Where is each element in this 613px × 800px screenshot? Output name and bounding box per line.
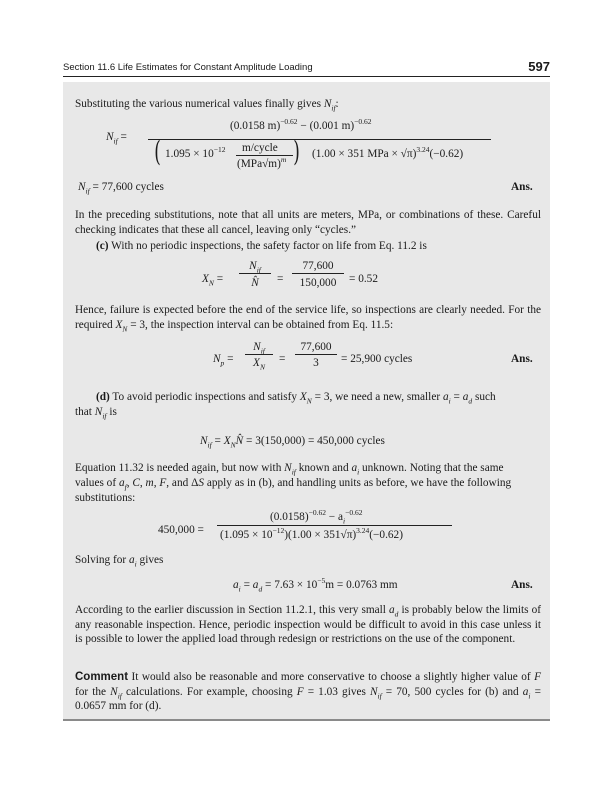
paragraph-comment: Comment It would also be reasonable and more conservative to choose a slightly higher value of F for the $N_{if}$ calculations. For example, choosing F = 1.03 gives $N_{if} = 70$, 500 cycles for (b) and $a_i = 0.0657$ mm for (d).	[75, 671, 542, 713]
answer-label-2: Ans.	[511, 353, 533, 365]
eq3-bar1	[245, 354, 273, 355]
page-number: 597	[528, 59, 550, 74]
eq2-bar1	[239, 273, 271, 274]
eq2-num1: $N_{if}$	[249, 260, 261, 275]
eq1-fraction-bar	[148, 139, 491, 140]
eq3-equals: =	[279, 353, 286, 365]
eq3-num2: 77,600	[300, 341, 332, 353]
paragraph-part-d: (d) To avoid periodic inspections and satisfy $X_N = 3$, we need a new, smaller $a_i = a_d$ such	[96, 391, 496, 406]
eq1-den-b: (1.00 × 351 MPa × √π)$^{3.24}$(−0.62)	[312, 145, 464, 160]
eq1-numerator: (0.0158 m)$^{-0.62}$ − (0.001 m)$^{-0.62}$	[230, 117, 372, 132]
eq6: $a_i = a_d = 7.63 \times 10^{-5}m = 0.0763$ mm	[233, 576, 398, 594]
eq3-num1: $N_{if}$	[253, 341, 265, 356]
section-title: Section 11.6 Life Estimates for Constant Amplitude Loading	[63, 62, 313, 73]
eq1-left-paren: (	[154, 135, 161, 168]
eq3-den2: 3	[313, 357, 319, 369]
eq4: $N_{if}$ = $X_NN̂ = 3(150,000) = 450,000$ cycles	[200, 435, 385, 450]
paragraph-solving: Solving for $a_i$ gives	[75, 554, 164, 569]
paragraph-part-c: (c) With no periodic inspections, the safety factor on life from Eq. 11.2 is	[96, 240, 427, 252]
eq2-den2: 150,000	[299, 277, 337, 289]
paragraph-eq-needed-3: substitutions:	[75, 492, 136, 504]
paragraph-intro: Substituting the various numerical values finally gives $N_{if}$:	[75, 98, 339, 113]
comment-label: Comment	[75, 671, 129, 683]
eq3-bar2	[295, 354, 337, 355]
paragraph-units: In the preceding substitutions, note that all units are meters, MPa, or combinations of these. Careful checking indicates that these all cancel, leaving only “cycles.”	[75, 209, 541, 236]
eq2-equals: =	[277, 273, 284, 285]
eq2-bar2	[292, 273, 344, 274]
answer-label-1: Ans.	[511, 181, 533, 193]
eq3-lhs: $N_p$ =	[213, 353, 234, 368]
eq1-den-a: $1.095 \times 10^{-12}$	[165, 145, 226, 160]
eq5-denominator: $(1.095 \times 10^{-12})(1.00 \times 351√\pi)^{3.24}(-0.62)$	[220, 526, 403, 541]
answer-label-3: Ans.	[511, 579, 533, 591]
eq1-lhs: $N_{if}$ =	[106, 131, 127, 146]
eq1-unit-denominator: $(MPa√m)^m$	[237, 155, 287, 170]
eq5-numerator: $(0.0158)^{-0.62} - a_i^{-0.62}$	[270, 508, 363, 526]
eq2-result: = 0.52	[349, 273, 378, 285]
paragraph-eq-needed-2: values of $a_f$, C, m, F, and ΔS apply as in (b), and handling units as before, we have the following	[75, 477, 512, 492]
eq3-result: = 25,900 cycles	[341, 353, 413, 365]
eq2-lhs: $X_N$ =	[202, 273, 224, 288]
eq3-den1: $X_N$	[253, 357, 265, 372]
header-rule	[63, 76, 550, 77]
eq1-right-paren: )	[293, 135, 300, 168]
eq5-lhs: 450,000 =	[158, 524, 204, 536]
eq2-den1: N̂	[251, 277, 259, 289]
eq2-num2: 77,600	[302, 260, 334, 272]
eq5-fraction-bar	[217, 525, 452, 526]
paragraph-discussion: According to the earlier discussion in Section 11.2.1, this very small $a_d$ is probably below the limits of any reasonable inspection. Hence, periodic inspection would be difficult to avoid in this case unless it is possible to lower the applied load through redesign or restrictions on the use of the component.	[75, 604, 541, 646]
eq1-result: $N_{if} = 77,600$ cycles	[78, 181, 164, 196]
eq1-unit-numerator: m/cycle	[242, 142, 278, 154]
paragraph-inspection: Hence, failure is expected before the end of the service life, so inspections are clearly needed. For the required $X_N = 3$, the inspection interval can be obtained from Eq. 11.5:	[75, 304, 541, 333]
paragraph-eq-needed: Equation 11.32 is needed again, but now with $N_{if}$ known and $a_i$ unknown. Noting that the same	[75, 462, 504, 477]
paragraph-part-d-cont: that $N_{if}$ is	[75, 406, 117, 421]
